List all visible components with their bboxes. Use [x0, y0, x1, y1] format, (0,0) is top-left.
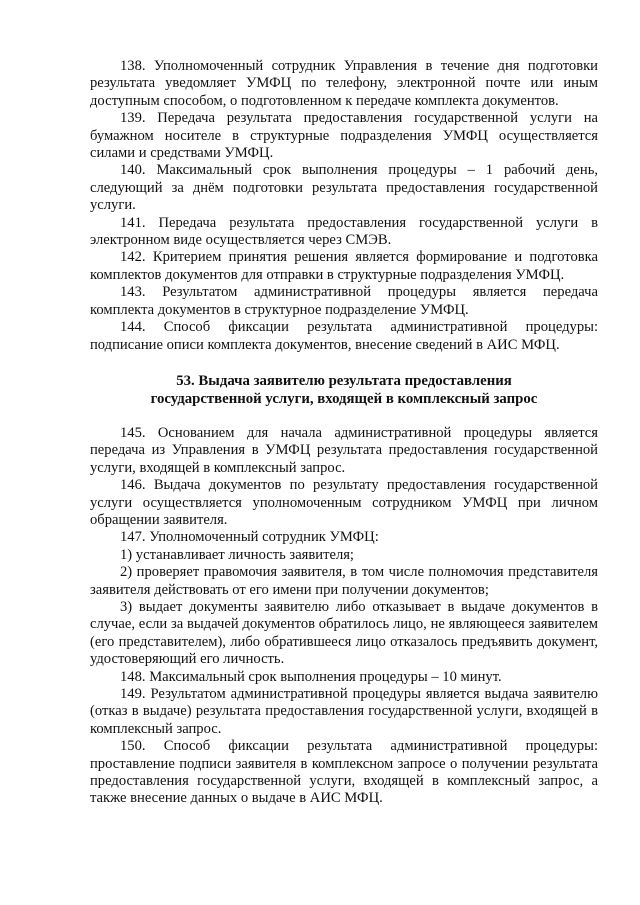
- spacer: [90, 408, 598, 425]
- paragraph-148: 148. Максимальный срок выполнения процедуры – 10 минут.: [120, 668, 502, 685]
- paragraph-150: 150. Способ фиксации результата административной процедуры: проставление подписи заявителя в комплексном запросе о получении результата предоставления государственной услуги, входящей в комплексный запрос, а также внесение данных о выдаче в АИС МФЦ.: [90, 738, 598, 807]
- section-heading-line-1: 53. Выдача заявителю результата предоставления: [176, 372, 512, 389]
- paragraph-145: 145. Основанием для начала административной процедуры является передача из Управления в УМФЦ результата предоставления государственной услуги, входящей в комплексный запрос.: [90, 424, 598, 476]
- list-item-2: 2) проверяет правомочия заявителя, в том числе полномочия представителя заявителя действовать от его имени при получении документов;: [90, 564, 598, 598]
- paragraph-147: 147. Уполномоченный сотрудник УМФЦ:: [120, 529, 379, 546]
- paragraph-141: 141. Передача результата предоставления государственной услуги в электронном виде осуществляется через СМЭВ.: [90, 214, 598, 249]
- paragraph-139: 139. Передача результата предоставления государственной услуги на бумажном носителе в структурные подразделения УМФЦ осуществляется силами и средствами УМФЦ.: [90, 110, 598, 162]
- paragraph-149: 149. Результатом административной процедуры является выдача заявителю (отказ в выдаче) результата предоставления государственной услуги, входящей в комплексный запрос.: [90, 686, 598, 737]
- paragraph-146: 146. Выдача документов по результату предоставления государственной услуги осуществляется уполномоченным сотрудником УМФЦ при личном обращении заявителя.: [90, 477, 598, 528]
- paragraph-140: 140. Максимальный срок выполнения процедуры – 1 рабочий день, следующий за днём подготовки результата предоставления государственной услуги.: [90, 162, 598, 214]
- spacer: [90, 354, 598, 372]
- paragraph-143: 143. Результатом административной процедуры является передача комплекта документов в структурное подразделение УМФЦ.: [90, 284, 598, 318]
- section-heading-line-2: государственной услуги, входящей в комплексный запрос: [150, 390, 538, 407]
- list-item-1: 1) устанавливает личность заявителя;: [120, 546, 354, 563]
- list-item-3: 3) выдает документы заявителю либо отказывает в выдаче документов в случае, если за выдачей документов обратилось лицо, не являющееся заявителем (его представителем), либо обратившееся лицо отказалось предъявить документ, удостоверяющий его личность.: [90, 598, 598, 668]
- paragraph-144: 144. Способ фиксации результата административной процедуры: подписание описи комплекта документов, внесение сведений в АИС МФЦ.: [90, 319, 598, 353]
- paragraph-142: 142. Критерием принятия решения является формирование и подготовка комплектов документов для отправки в структурные подразделения УМФЦ.: [90, 249, 598, 283]
- paragraph-138: 138. Уполномоченный сотрудник Управления в течение дня подготовки результата уведомляет УМФЦ по телефону, электронной почте или иным доступным способом, о подготовленном к передаче комплекта документов.: [90, 58, 598, 109]
